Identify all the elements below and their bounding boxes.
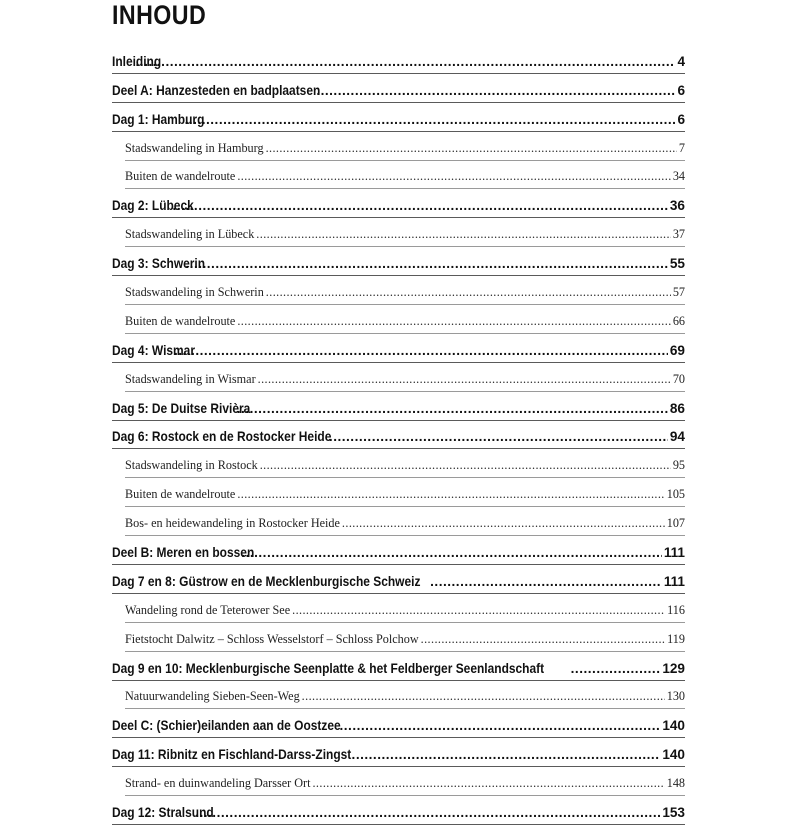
toc-section[interactable]: [112, 161, 685, 190]
toc-page-number: 4: [677, 53, 685, 69]
toc-entry-label: Buiten de wandelroute: [125, 487, 236, 502]
toc-chapter[interactable]: [112, 709, 685, 738]
toc-entry: [112, 574, 685, 589]
toc-entry-label: Strand- en duinwandeling Darsser Ort: [125, 776, 311, 791]
dot-leader: [260, 458, 671, 473]
dot-leader: [430, 574, 662, 589]
toc-chapter[interactable]: [112, 392, 685, 421]
toc-chapter[interactable]: [112, 738, 685, 767]
dot-leader: [185, 256, 667, 271]
toc-section[interactable]: [112, 478, 685, 507]
toc-entry: [112, 603, 685, 618]
toc-entry-label: Dag 5: De Duitse Rivièra: [112, 400, 251, 416]
toc-page-number: 148: [666, 776, 685, 791]
toc-entry: [112, 141, 685, 156]
toc-entry: [112, 718, 685, 733]
toc-chapter[interactable]: [112, 45, 685, 74]
dot-leader: [266, 141, 677, 156]
toc-page-number: 129: [662, 660, 685, 676]
toc-entry: [112, 487, 685, 502]
toc-section[interactable]: [112, 594, 685, 623]
dot-leader: [174, 343, 668, 358]
toc-entry-label: Stadswandeling in Lübeck: [125, 227, 255, 242]
toc-chapter[interactable]: [112, 189, 685, 218]
toc-chapter[interactable]: [112, 103, 685, 132]
toc-section[interactable]: [112, 363, 685, 392]
dot-leader: [342, 516, 665, 531]
dot-leader: [256, 227, 671, 242]
toc-entry-label: Buiten de wandelroute: [125, 313, 236, 328]
toc-entry-label: Deel C: (Schier)eilanden aan de Oostzee: [112, 718, 341, 734]
toc-page-number: 69: [669, 342, 685, 358]
toc-entry-label: Dag 3: Schwerin: [112, 256, 206, 272]
toc-entry: [112, 632, 685, 647]
dot-leader: [173, 198, 668, 213]
toc-entry: [112, 227, 685, 242]
toc-entry-label: Dag 2: Lübeck: [112, 198, 194, 214]
toc-entry: [112, 401, 685, 416]
dot-leader: [312, 776, 664, 791]
toc-entry: [112, 343, 685, 358]
toc-entry-label: Wandeling rond de Teterower See: [125, 602, 291, 617]
dot-leader: [292, 603, 665, 618]
table-of-contents: [112, 45, 685, 825]
toc-page-number: 6: [677, 111, 685, 127]
toc-entry-label: Stadswandeling in Schwerin: [125, 285, 264, 300]
toc-entry-label: Natuurwandeling Sieben-Seen-Weg: [125, 689, 300, 704]
toc-page-number: 66: [672, 313, 685, 328]
toc-entry: [112, 805, 685, 820]
toc-chapter[interactable]: [112, 652, 685, 681]
dot-leader: [302, 689, 665, 704]
toc-page-number: 107: [666, 516, 685, 531]
toc-section[interactable]: [112, 767, 685, 796]
toc-page-number: 6: [677, 82, 685, 98]
toc-entry-label: Deel A: Hanzesteden en badplaatsen: [112, 82, 321, 98]
toc-page-number: 95: [672, 458, 685, 473]
dot-leader: [340, 718, 661, 733]
toc-section[interactable]: [112, 623, 685, 652]
toc-entry: [112, 661, 685, 676]
toc-page-number: 70: [672, 371, 685, 386]
toc-page-number: 86: [669, 400, 685, 416]
toc-page-number: 119: [667, 631, 685, 646]
toc-entry-label: Fietstocht Dalwitz – Schloss Wesselstorf – Schloss Polchow: [125, 631, 419, 646]
toc-entry: [112, 83, 685, 98]
toc-entry: [112, 458, 685, 473]
toc-page-number: 140: [662, 747, 685, 763]
dot-leader: [258, 372, 671, 387]
dot-leader: [237, 314, 670, 329]
toc-page-number: 105: [666, 487, 685, 502]
toc-page-number: 94: [669, 429, 685, 445]
toc-section[interactable]: [112, 218, 685, 247]
toc-chapter[interactable]: [112, 421, 685, 450]
toc-entry-label: Stadswandeling in Rostock: [125, 458, 258, 473]
dot-leader: [421, 632, 666, 647]
toc-entry-label: Dag 1: Hamburg: [112, 111, 205, 127]
toc-page-number: 116: [667, 602, 685, 617]
toc-entry-label: Dag 12: Stralsund: [112, 805, 214, 821]
toc-entry: [112, 747, 685, 762]
toc-entry: [112, 112, 685, 127]
dot-leader: [352, 747, 661, 762]
toc-entry: [112, 776, 685, 791]
dot-leader: [316, 83, 675, 98]
toc-entry: [112, 54, 685, 69]
toc-entry: [112, 285, 685, 300]
dot-leader: [136, 54, 676, 69]
toc-chapter[interactable]: [112, 796, 685, 825]
dot-leader: [241, 545, 662, 560]
toc-entry-label: Dag 7 en 8: Güstrow en de Mecklenburgische Schweiz: [112, 573, 421, 589]
toc-entry: [112, 256, 685, 271]
toc-page-number: 130: [666, 689, 685, 704]
toc-entry: [112, 429, 685, 444]
toc-section[interactable]: [112, 276, 685, 305]
toc-entry-label: Deel B: Meren en bossen: [112, 545, 255, 561]
toc-section[interactable]: [112, 132, 685, 161]
toc-page-number: 140: [662, 718, 685, 734]
toc-entry-label: Bos- en heidewandeling in Rostocker Heide: [125, 516, 340, 531]
dot-leader: [237, 401, 668, 416]
toc-chapter[interactable]: [112, 247, 685, 276]
toc-page: [112, 0, 685, 821]
dot-leader: [195, 805, 660, 820]
toc-entry: [112, 198, 685, 213]
toc-chapter[interactable]: [112, 74, 685, 103]
toc-entry-label: Stadswandeling in Hamburg: [125, 140, 264, 155]
toc-page-number: 111: [663, 573, 685, 589]
dot-leader: [185, 112, 676, 127]
toc-page-number: 34: [672, 169, 685, 184]
dot-leader: [329, 429, 668, 444]
toc-entry-label: Buiten de wandelroute: [125, 169, 236, 184]
toc-entry: [112, 372, 685, 387]
toc-entry: [112, 545, 685, 560]
toc-chapter[interactable]: [112, 565, 685, 594]
toc-entry: [112, 169, 685, 184]
toc-entry-label: Dag 11: Ribnitz en Fischland-Darss-Zingst: [112, 747, 352, 763]
dot-leader: [571, 661, 661, 676]
toc-chapter[interactable]: [112, 536, 685, 565]
toc-page-number: 37: [672, 227, 685, 242]
dot-leader: [237, 169, 670, 184]
dot-leader: [266, 285, 671, 300]
toc-entry-label: Stadswandeling in Wismar: [125, 371, 256, 386]
toc-section[interactable]: [112, 507, 685, 536]
toc-entry-label: Inleiding: [112, 53, 162, 69]
toc-page-number: 153: [662, 805, 685, 821]
toc-section[interactable]: [112, 305, 685, 334]
toc-page-number: 7: [678, 140, 685, 155]
toc-entry-label: Dag 6: Rostock en de Rostocker Heide: [112, 429, 332, 445]
toc-page-number: 55: [669, 256, 685, 272]
dot-leader: [237, 487, 664, 502]
toc-entry-label: Dag 4: Wismar: [112, 342, 195, 358]
toc-section[interactable]: [112, 681, 685, 710]
toc-entry: [112, 314, 685, 329]
toc-page-number: 36: [669, 198, 685, 214]
toc-page-number: 57: [672, 285, 685, 300]
toc-entry-label: Dag 9 en 10: Mecklenburgische Seenplatte & het Feldberger Seenlandschaft: [112, 660, 545, 676]
toc-page-number: 111: [663, 545, 685, 561]
toc-entry: [112, 689, 685, 704]
toc-section[interactable]: [112, 449, 685, 478]
toc-chapter[interactable]: [112, 334, 685, 363]
page-title: INHOUD: [112, 0, 207, 30]
toc-entry: [112, 516, 685, 531]
